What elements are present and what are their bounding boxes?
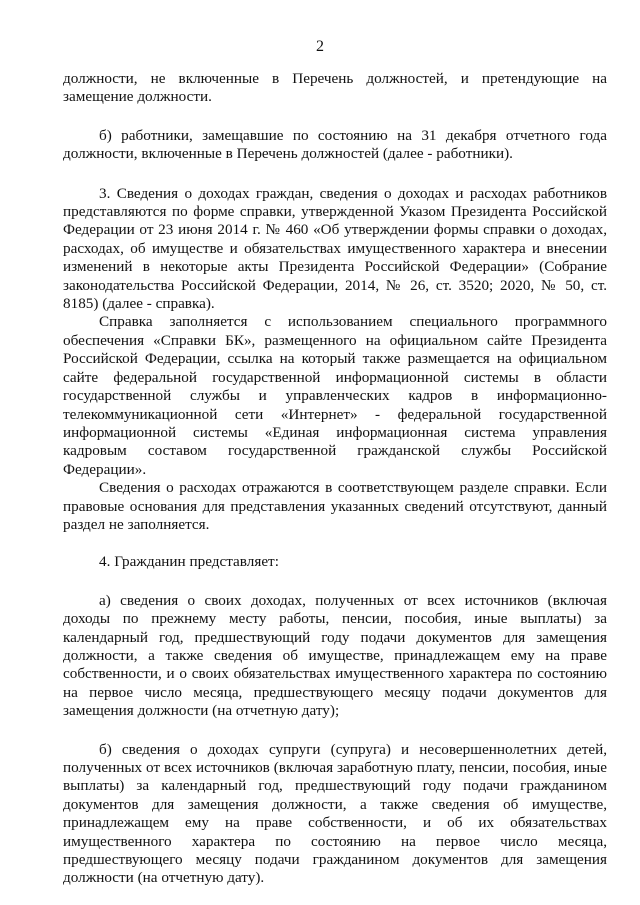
paragraph-section-4: 4. Гражданин представляет: (99, 553, 279, 571)
paragraph-item-a-own-income: а) сведения о своих доходах, полученных от всех источников (включая доходы по прежнему месту работы, пенсии, пособия, иные выплаты) за календарный год, предшествующий году подачи документов для замещения должности, а также сведения об имуществе, принадлежащем ему на праве собственности, и о своих обязательствах имущественного характера по состоянию на первое число месяца, предшествующего месяцу подачи документов для замещения должности (на отчетную дату); (63, 591, 607, 720)
paragraph-item-b-family-income: б) сведения о доходах супруги (супруга) и несовершеннолетних детей, полученных от всех источников (включая заработную плату, пенсии, пособия, иные выплаты) за календарный год, предшествующий году подачи гражданином документов для замещения должности, а также сведения об имуществе, принадлежащем ему на праве собственности, и об их обязательствах имущественного характера по состоянию на первое число месяца, предшествующего месяцу подачи гражданином документов для замещения должности (на отчетную дату). (63, 740, 607, 887)
paragraph-continuation: должности, не включенные в Перечень должностей, и претендующие на замещение должности. (63, 70, 607, 106)
document-body (63, 70, 607, 888)
paragraph-section-3: 3. Сведения о доходах граждан, сведения о доходах и расходах работников представляются по форме справки, утвержденной Указом Президента Российской Федерации от 23 июня 2014 г. № 460 «Об утверждении формы справки о доходах, расходах, об имуществе и обязательствах имущественного характера и внесении изменений в некоторые акты Президента Российской Федерации» (Собрание законодательства Российской Федерации, 2014, № 26, ст. 3520; 2020, № 50, ст. 8185) (далее - справка). (63, 184, 607, 313)
paragraph-expenses: Сведения о расходах отражаются в соответствующем разделе справки. Если правовые основания для представления указанных сведений отсутствуют, данный раздел не заполняется. (63, 479, 607, 533)
page-number: 2 (316, 38, 324, 55)
paragraph-item-b-workers: б) работники, замещавшие по состоянию на 31 декабря отчетного года должности, включенные в Перечень должностей (далее - работники). (63, 126, 607, 163)
paragraph-form-software: Справка заполняется с использованием специального программного обеспечения «Справки БК», размещенного на официальном сайте Президента Российской Федерации, ссылка на который также размещается на официальном сайте федеральной государственной информационной системы в области государственной службы и управленческих кадров в информационно-телекоммуникационной сети «Интернет» - федеральной государственной информационной системы «Единая информационная система управления кадровым составом государственной гражданской службы Российской Федерации». (63, 313, 607, 478)
